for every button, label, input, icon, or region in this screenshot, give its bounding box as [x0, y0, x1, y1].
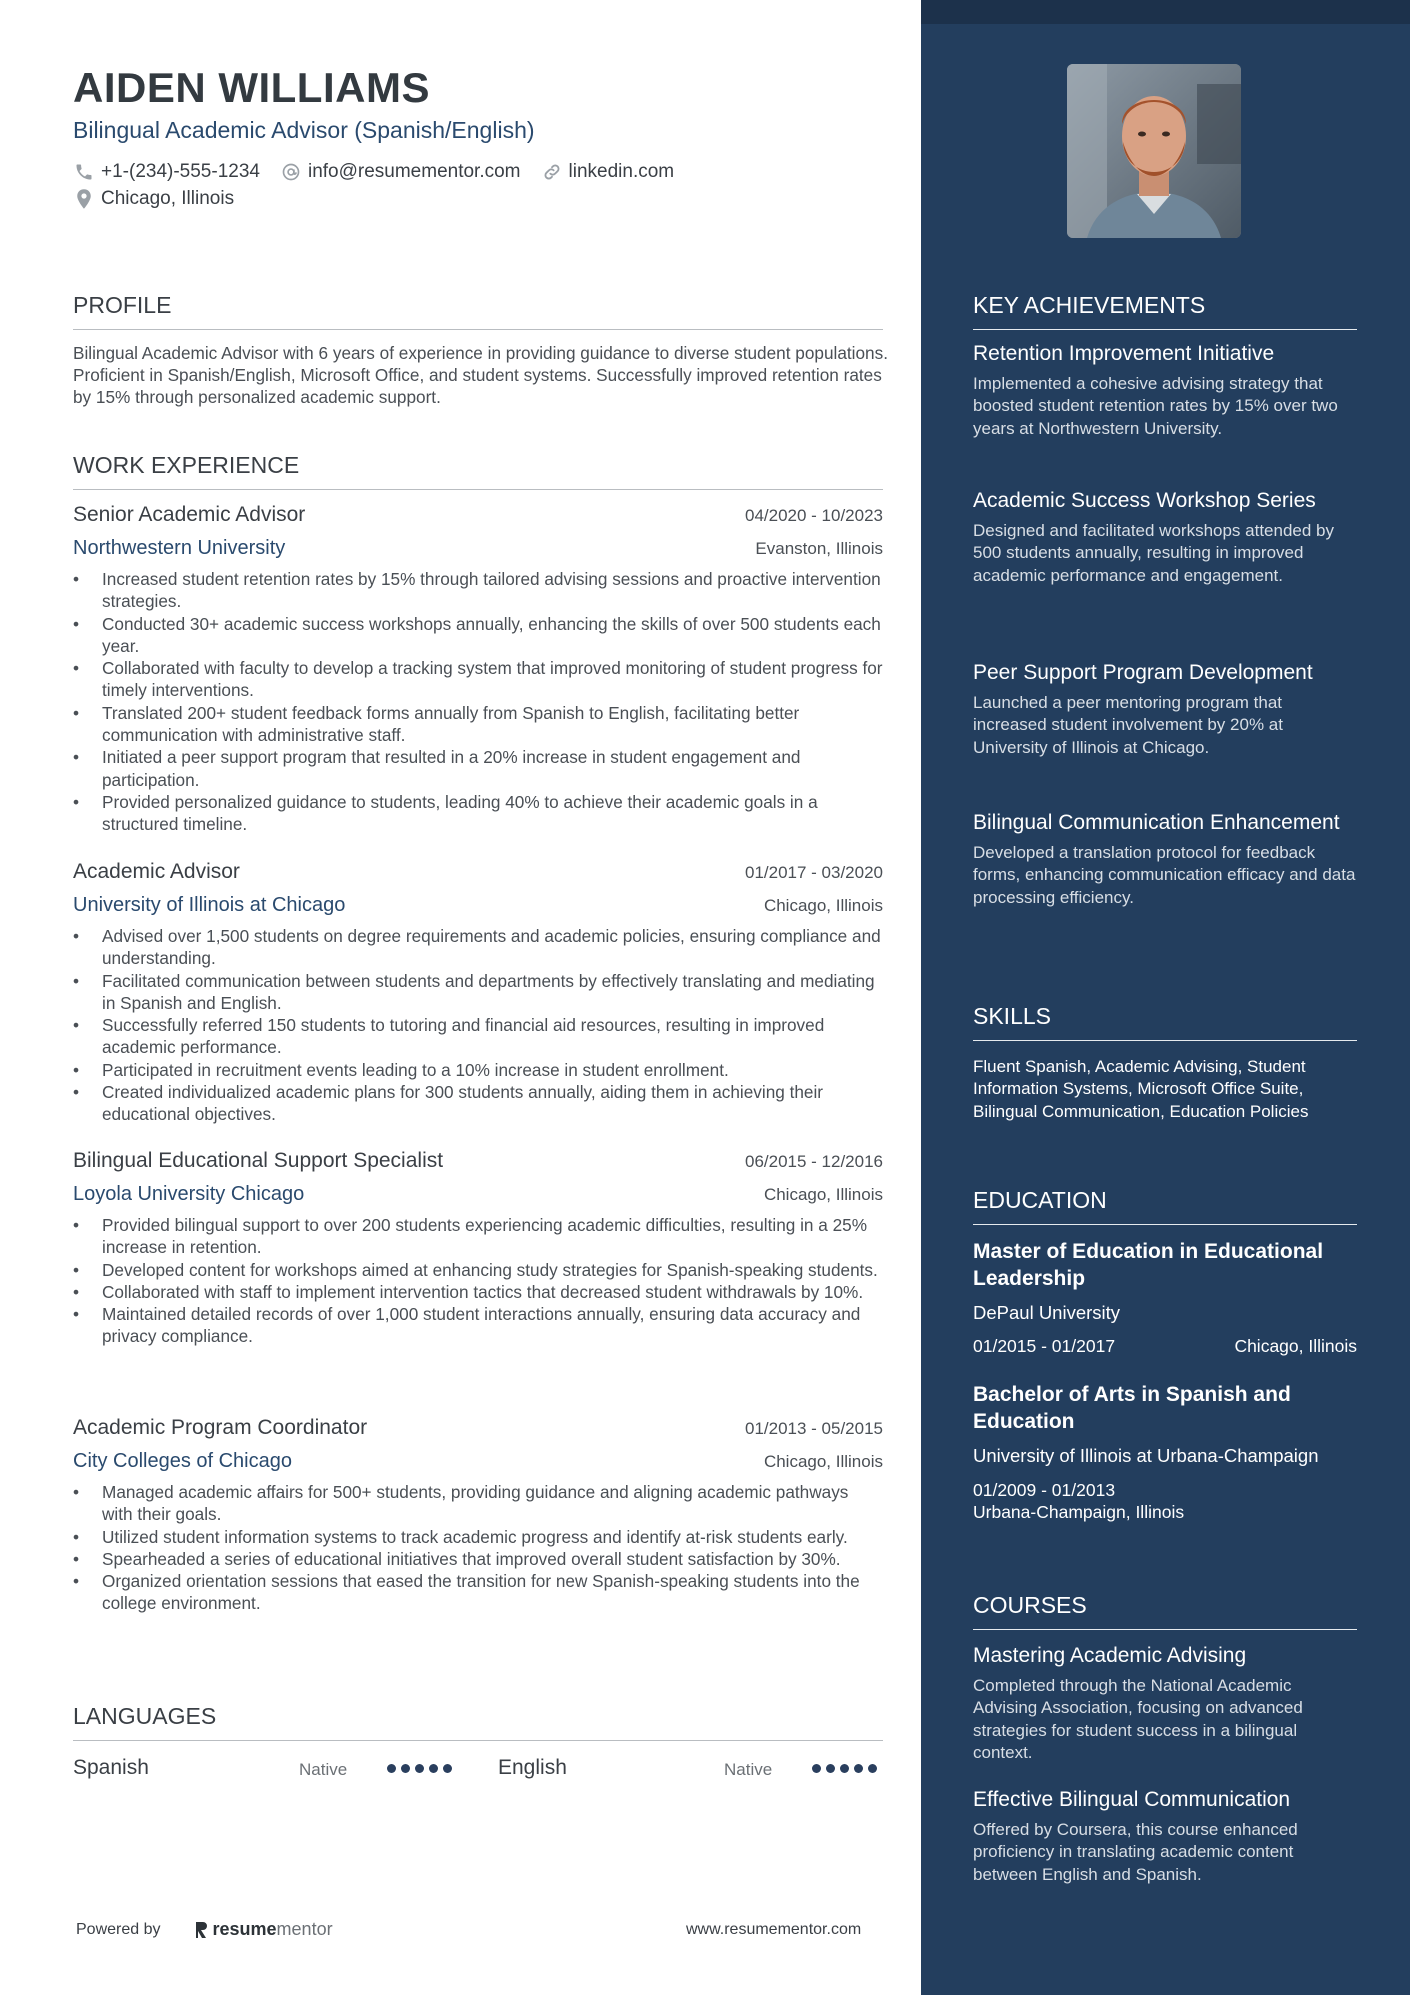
skills-text: Fluent Spanish, Academic Advising, Student Information Systems, Microsoft Office Suite, Bilingual Communication, Education Policies [973, 1057, 1309, 1121]
education-location: Chicago, Illinois [1234, 1336, 1357, 1356]
job-location: Chicago, Illinois [763, 1185, 883, 1204]
achievement-item [973, 340, 1357, 440]
job-entry [73, 1416, 883, 1615]
bullet-item: • Initiated a peer support program that resulted in a 20% increase in student engagement and participation. [73, 746, 883, 791]
linkedin-link[interactable]: linkedin.com [568, 161, 675, 182]
achievement-title: Retention Improvement Initiative [973, 342, 1275, 365]
job-bullets [73, 1214, 883, 1348]
language-name: Spanish [73, 1756, 149, 1779]
course-description: Offered by Coursera, this course enhanced proficiency in translating academic content between English and Spanish. [973, 1820, 1298, 1884]
job-title: Bilingual Educational Support Specialist [73, 1149, 444, 1172]
location-pin-icon [73, 188, 95, 210]
bullet-item: • Spearheaded a series of educational initiatives that improved overall student satisfaction by 30%. [73, 1548, 883, 1570]
rating-dot [826, 1764, 835, 1773]
job-location: Chicago, Illinois [763, 1452, 883, 1471]
job-entry [73, 503, 883, 836]
job-organization: Northwestern University [73, 537, 286, 559]
achievement-description: Designed and facilitated workshops attended by 500 students annually, resulting in improved academic performance and engagement. [973, 521, 1335, 585]
job-dates: 04/2020 - 10/2023 [744, 506, 883, 525]
phone-icon [73, 161, 95, 183]
job-bullets [73, 1481, 883, 1615]
bullet-item: • Organized orientation sessions that eased the transition for new Spanish-speaking students into the college environment. [73, 1570, 883, 1615]
candidate-title: Bilingual Academic Advisor (Spanish/English) [73, 117, 535, 143]
rating-dot [840, 1764, 849, 1773]
profile-photo [1067, 64, 1241, 238]
education-heading: EDUCATION [973, 1187, 1357, 1225]
job-title: Academic Program Coordinator [73, 1416, 368, 1439]
job-entry [73, 1149, 883, 1348]
rating-dot [854, 1764, 863, 1773]
email-icon [280, 161, 302, 183]
job-organization: Loyola University Chicago [73, 1183, 305, 1205]
email-address[interactable]: info@resumementor.com [307, 161, 521, 182]
skills-heading: SKILLS [973, 1003, 1357, 1041]
sidebar [921, 0, 1410, 1995]
achievement-description: Implemented a cohesive advising strategy that boosted student retention rates by 15% over two years at Northwestern University. [973, 374, 1338, 438]
language-name: English [498, 1756, 567, 1779]
education-location: Urbana-Champaign, Illinois [973, 1502, 1185, 1522]
job-dates: 01/2013 - 05/2015 [744, 1419, 883, 1438]
job-bullets [73, 925, 883, 1126]
rating-dot [429, 1764, 438, 1773]
bullet-item: • Created individualized academic plans for 300 students annually, aiding them in achieving their educational objectives. [73, 1081, 883, 1126]
footer-powered-by [76, 1919, 333, 1940]
course-item [973, 1642, 1357, 1764]
bullet-item: • Translated 200+ student feedback forms annually from Spanish to English, facilitating better communication with administrative staff. [73, 702, 883, 747]
bullet-item: • Advised over 1,500 students on degree requirements and academic policies, ensuring compliance and understanding. [73, 925, 883, 970]
logo-mark-icon [193, 1920, 209, 1940]
bullet-item: • Provided personalized guidance to students, leading 40% to achieve their academic goals in a structured timeline. [73, 791, 883, 836]
job-organization: City Colleges of Chicago [73, 1450, 292, 1472]
course-description: Completed through the National Academic Advising Association, focusing on advanced strategies for student success in a bilingual context. [973, 1676, 1303, 1762]
bullet-item: • Collaborated with faculty to develop a tracking system that improved monitoring of student progress for timely interventions. [73, 657, 883, 702]
achievement-item [973, 487, 1357, 587]
job-title: Academic Advisor [73, 860, 240, 883]
achievement-description: Launched a peer mentoring program that increased student involvement by 20% at University of Illinois at Chicago. [973, 693, 1283, 757]
education-item [973, 1381, 1357, 1523]
rating-dot [387, 1764, 396, 1773]
course-title: Effective Bilingual Communication [973, 1788, 1291, 1811]
job-location: Evanston, Illinois [755, 539, 883, 558]
resumementor-logo[interactable] [193, 1919, 333, 1940]
bullet-item: • Facilitated communication between students and departments by effectively translating and mediating in Spanish and English. [73, 970, 883, 1015]
bullet-item: • Utilized student information systems to track academic progress and identify at-risk students early. [73, 1526, 883, 1548]
location-text: Chicago, Illinois [101, 188, 235, 209]
job-title: Senior Academic Advisor [73, 503, 306, 526]
footer-website[interactable]: www.resumementor.com [686, 1921, 862, 1938]
achievement-title: Bilingual Communication Enhancement [973, 811, 1340, 834]
rating-dot [812, 1764, 821, 1773]
bullet-item: • Collaborated with staff to implement intervention tactics that decreased student withdrawals by 10%. [73, 1281, 883, 1303]
bullet-item: • Maintained detailed records of over 1,000 student interactions annually, ensuring data accuracy and privacy compliance. [73, 1303, 883, 1348]
education-degree: Master of Education in Educational Leadership [973, 1240, 1324, 1290]
bullet-item: • Successfully referred 150 students to tutoring and financial aid resources, resulting in improved academic performance. [73, 1014, 883, 1059]
rating-dot [415, 1764, 424, 1773]
bullet-item: • Participated in recruitment events leading to a 10% increase in student enrollment. [73, 1059, 883, 1081]
job-bullets [73, 568, 883, 836]
rating-dot [443, 1764, 452, 1773]
education-dates: 01/2015 - 01/2017 [973, 1336, 1116, 1356]
bullet-item: • Provided bilingual support to over 200 students experiencing academic difficulties, resulting in a 25% increase in retention. [73, 1214, 883, 1259]
contact-row-2 [73, 188, 234, 210]
rating-dot [868, 1764, 877, 1773]
education-degree: Bachelor of Arts in Spanish and Education [973, 1383, 1291, 1433]
job-entry [73, 860, 883, 1126]
job-location: Chicago, Illinois [763, 896, 883, 915]
logo-text-light: mentor [276, 1919, 333, 1939]
achievement-title: Peer Support Program Development [973, 661, 1313, 684]
bullet-item: • Increased student retention rates by 15% through tailored advising sessions and proactive intervention strategies. [73, 568, 883, 613]
phone-number[interactable]: +1-(234)-555-1234 [101, 161, 260, 182]
achievements-heading: KEY ACHIEVEMENTS [973, 292, 1357, 330]
job-organization: University of Illinois at Chicago [73, 894, 346, 916]
sidebar-top-band [921, 0, 1410, 24]
achievement-item [973, 659, 1357, 759]
bullet-item: • Managed academic affairs for 500+ students, providing guidance and aligning academic pathways with their goals. [73, 1481, 883, 1526]
achievement-description: Developed a translation protocol for feedback forms, enhancing communication efficacy and data processing efficiency. [973, 843, 1356, 907]
contact-row-1 [73, 161, 674, 183]
profile-heading: PROFILE [73, 292, 883, 330]
language-level: Native [724, 1760, 773, 1779]
job-dates: 06/2015 - 12/2016 [744, 1152, 883, 1171]
bullet-item: • Conducted 30+ academic success workshops annually, enhancing the skills of over 500 students each year. [73, 613, 883, 658]
education-item [973, 1238, 1357, 1357]
bullet-item: • Developed content for workshops aimed at enhancing study strategies for Spanish-speaking students. [73, 1259, 883, 1281]
job-dates: 01/2017 - 03/2020 [744, 863, 883, 882]
achievement-title: Academic Success Workshop Series [973, 489, 1316, 512]
language-rating [812, 1764, 877, 1773]
achievement-item [973, 809, 1357, 909]
powered-by-label: Powered by [76, 1920, 161, 1938]
education-school: DePaul University [973, 1302, 1121, 1323]
course-title: Mastering Academic Advising [973, 1644, 1247, 1667]
candidate-name: AIDEN WILLIAMS [73, 64, 430, 111]
courses-heading: COURSES [973, 1592, 1357, 1630]
course-item [973, 1786, 1357, 1886]
language-level: Native [299, 1760, 348, 1779]
education-dates: 01/2009 - 01/2013 [973, 1480, 1116, 1500]
profile-text: Bilingual Academic Advisor with 6 years of experience in providing guidance to diverse student populations. Proficient in Spanish/English, Microsoft Office, and student systems. Successfully improved retention rates by 15% through personalized academic support. [73, 343, 888, 407]
languages-heading: LANGUAGES [73, 1703, 883, 1741]
experience-heading: WORK EXPERIENCE [73, 452, 883, 490]
language-rating [387, 1764, 452, 1773]
logo-text-bold: resume [212, 1919, 277, 1939]
rating-dot [401, 1764, 410, 1773]
link-icon [541, 161, 563, 183]
education-school: University of Illinois at Urbana-Champaign [973, 1445, 1319, 1466]
profile-photo-image [1067, 64, 1241, 238]
